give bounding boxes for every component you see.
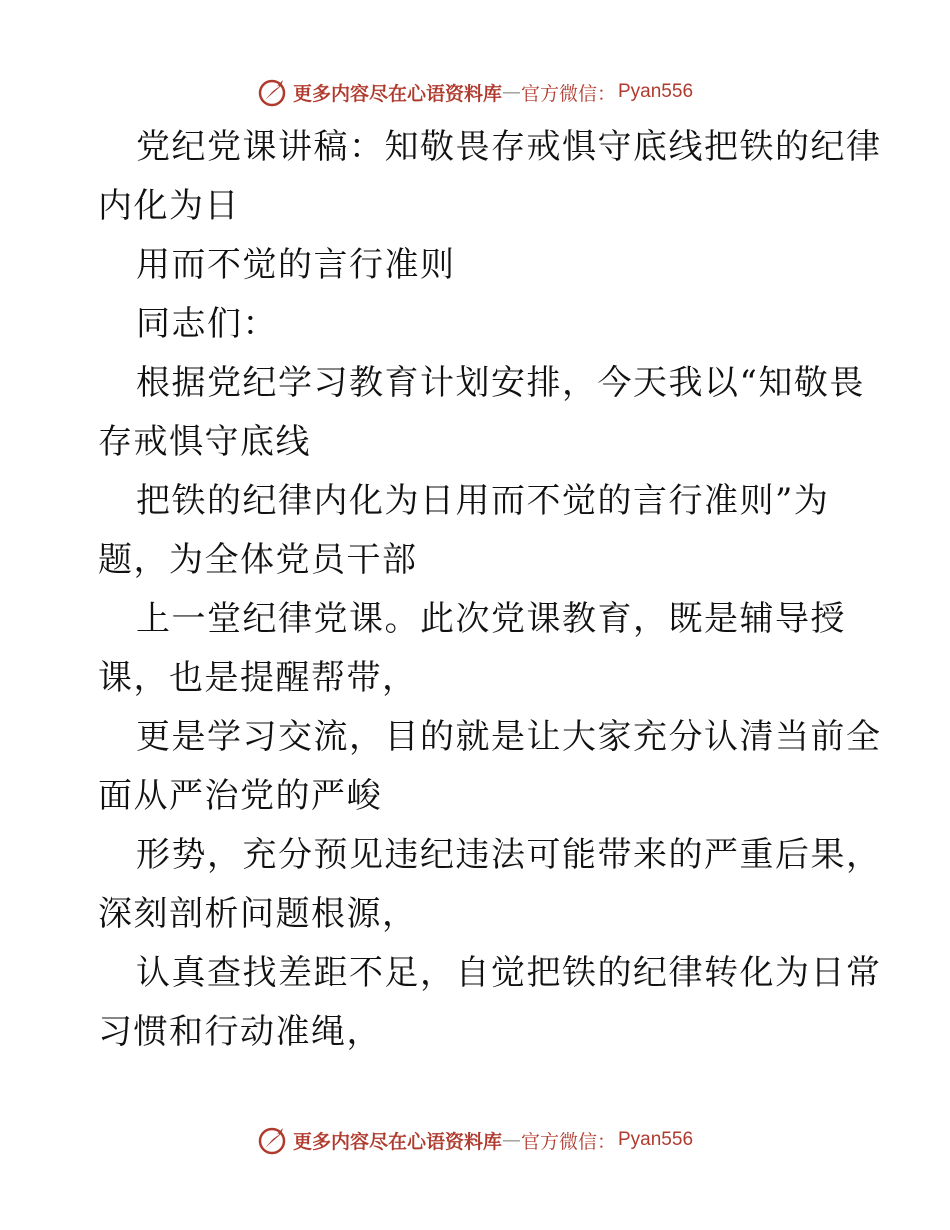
watermark-main-text: 更多内容尽在心语资料库 — [292, 82, 502, 105]
document-lines — [98, 118, 882, 1062]
text-line: 党纪党课讲稿：知敬畏存戒惧守底线把铁的纪律 — [136, 127, 882, 167]
watermark-separator: — — [501, 1129, 521, 1151]
header-watermark — [0, 72, 950, 112]
text-line: 课，也是提醒帮带， — [98, 658, 418, 698]
text-line: 面从严治党的严峻 — [98, 776, 382, 816]
text-line: 存戒惧守底线 — [98, 422, 311, 462]
watermark-main-text: 更多内容尽在心语资料库 — [292, 1130, 502, 1153]
watermark-separator: — — [501, 81, 521, 103]
text-line: 习惯和行动准绳， — [98, 1012, 382, 1052]
text-line: 更是学习交流，目的就是让大家充分认清当前全 — [136, 717, 882, 757]
watermark-wechat-label: 官方微信： — [520, 1130, 616, 1153]
footer-watermark — [0, 1120, 950, 1160]
text-line: 深刻剖析问题根源， — [98, 894, 418, 934]
text-line: 把铁的纪律内化为日用而不觉的言行准则”为 — [136, 481, 830, 521]
text-line: 形势，充分预见违纪违法可能带来的严重后果， — [136, 835, 882, 875]
text-line: 内化为日 — [98, 186, 240, 226]
quill-logo-icon — [257, 1124, 289, 1156]
text-line: 用而不觉的言行准则 — [136, 245, 456, 285]
document-body — [98, 118, 882, 1062]
text-line: 同志们： — [136, 304, 278, 344]
watermark-wechat-id: Pyan556 — [618, 81, 694, 102]
text-line: 题，为全体党员干部 — [98, 540, 418, 580]
text-line: 认真查找差距不足，自觉把铁的纪律转化为日常 — [136, 953, 882, 993]
quill-logo-icon — [257, 76, 289, 108]
watermark-wechat-id: Pyan556 — [618, 1129, 694, 1150]
text-line: 上一堂纪律党课。此次党课教育，既是辅导授 — [136, 599, 846, 639]
text-line: 根据党纪学习教育计划安排，今天我以“知敬畏 — [136, 363, 865, 403]
watermark-wechat-label: 官方微信： — [520, 82, 616, 105]
